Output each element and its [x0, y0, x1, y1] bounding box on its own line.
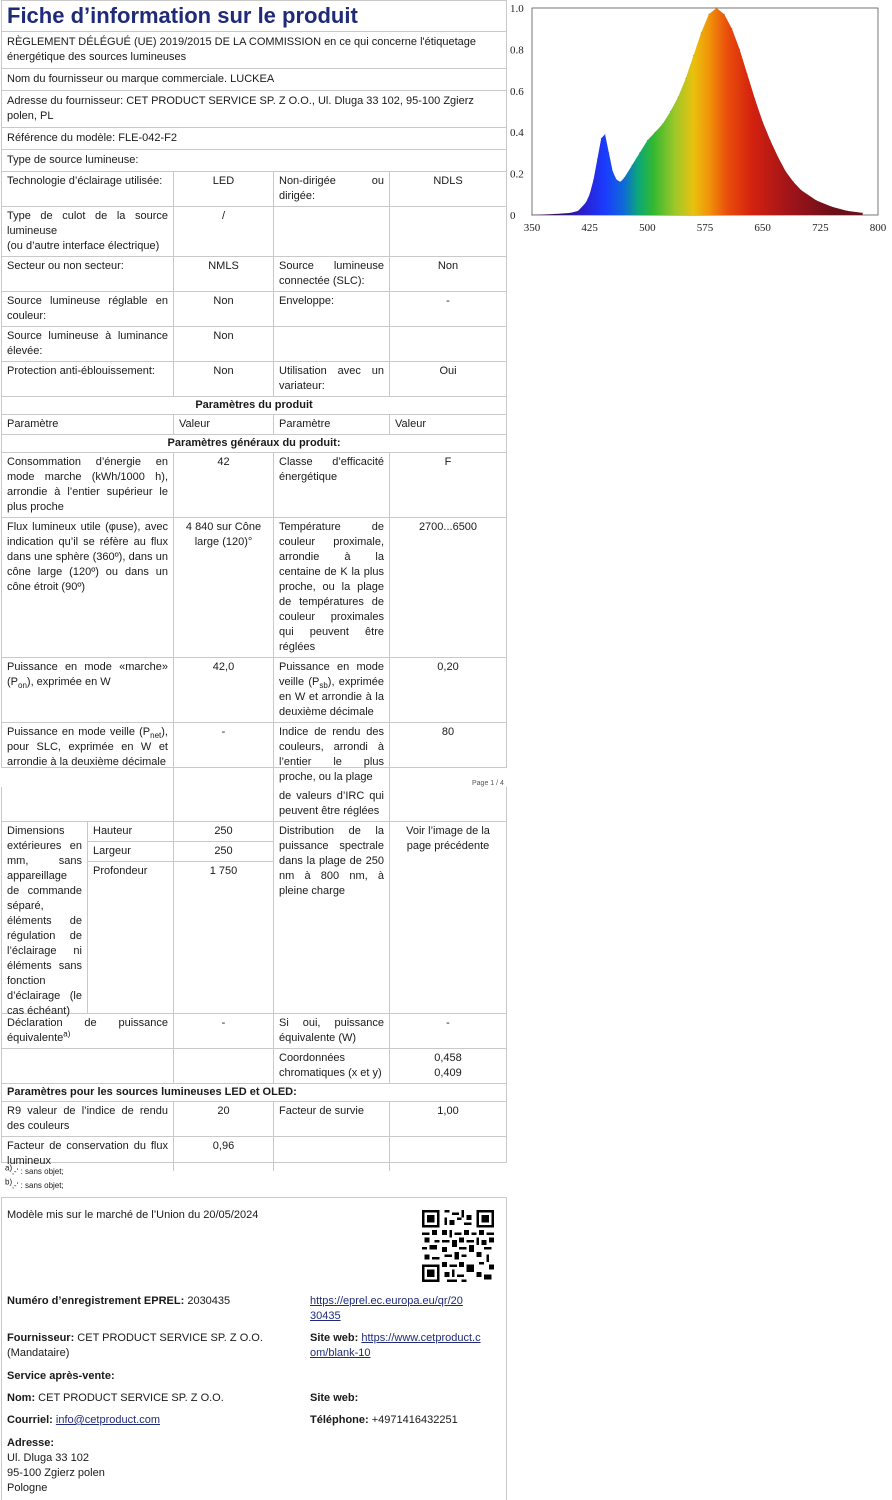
supplier-name-value: LUCKEA: [230, 73, 275, 85]
y-tick-label: 0.4: [510, 127, 524, 140]
spectrum-point: [593, 179, 594, 180]
param-label: Température de couleur proximale, arrondie à la centaine de K la plus proche, ou la plage de températures de couleur proximales qui peuvent être réglées: [274, 518, 390, 657]
empty-cell: [2, 1049, 174, 1083]
label-subscript: net: [150, 731, 162, 741]
website-link-line: https://www.cetproduct.c: [361, 1332, 481, 1344]
spectrum-point: [862, 212, 863, 213]
param-label: Consommation d’énergie en mode marche (kWh/1000 h), arrondie à l’entier supérieur le plus proche: [2, 453, 174, 517]
table-row: [2, 658, 506, 723]
spectrum-point: [662, 123, 663, 124]
param-value: NMLS: [174, 257, 274, 291]
param-label: Distribution de la puissance spectrale dans la plage de 250 nm à 800 nm, à pleine charge: [274, 822, 390, 1013]
product-info-sheet-page-1: [1, 0, 507, 783]
x-tick-label: 725: [812, 222, 829, 234]
footnote-mark: a): [5, 1163, 13, 1173]
param-label: Source lumineuse connectée (SLC):: [274, 257, 390, 291]
footer-supplier-label: Fournisseur:: [7, 1332, 75, 1344]
param-value: [390, 327, 506, 361]
eprel-link-line: https://eprel.ec.europa.eu/qr/20: [310, 1295, 463, 1307]
param-value: NDLS: [433, 175, 463, 187]
table-row: [2, 453, 506, 518]
label-part: Puissance en mode veille (P: [279, 661, 384, 688]
address-block: [7, 1436, 105, 1496]
spectrum-point: [793, 181, 794, 182]
table-row: [2, 723, 506, 793]
model-ref-label: Référence du modèle:: [7, 132, 116, 144]
spectrum-point: [754, 98, 755, 99]
param-label: [274, 658, 390, 722]
param-value: Oui: [439, 365, 457, 377]
spectrum-point: [716, 7, 717, 8]
spectrum-point: [701, 32, 702, 33]
spectrum-point: [777, 156, 778, 157]
chroma-y: 0,409: [434, 1067, 462, 1079]
param-label: [274, 207, 390, 256]
param-label: [2, 658, 174, 722]
param-label: Classe d’efficacité énergétique: [274, 453, 390, 517]
spectrum-point: [739, 49, 740, 50]
spectrum-point: [597, 159, 598, 160]
regulation-text: RÈGLEMENT DÉLÉGUÉ (UE) 2019/2015 DE LA COMMISSION en ce qui concerne l'étiquetage énergétique des sources lumineuses: [7, 36, 476, 63]
empty-cell: [174, 1049, 274, 1083]
spectrum-point: [724, 14, 725, 15]
x-tick-label: 575: [696, 222, 714, 234]
spectrum-point: [612, 171, 613, 172]
title-row: [2, 1, 506, 32]
footnote-mark: a): [63, 1029, 71, 1039]
param-label-line: (ou d’autre interface électrique): [7, 240, 160, 252]
table-row: [2, 518, 506, 658]
param-label-line: Type de culot de la source lumineuse: [7, 210, 168, 237]
supplier-name-label: Nom du fournisseur ou marque commerciale.: [7, 73, 228, 85]
param-label: Coordonnées chromatiques (x et y): [274, 1049, 390, 1083]
column-header: Paramètre: [274, 415, 390, 434]
empty-cell: [174, 787, 274, 821]
param-value: LED: [174, 172, 274, 206]
x-tick-label: 650: [754, 222, 771, 234]
table-row: [2, 1049, 506, 1084]
eprel-link[interactable]: [310, 1294, 463, 1324]
spectrum-point: [601, 138, 602, 139]
footer-supplier-value: CET PRODUCT SERVICE SP. Z O.O. (Mandataire): [7, 1332, 263, 1359]
y-tick-label: 0.2: [510, 168, 524, 181]
table-row: [2, 1137, 506, 1171]
spectrum-point: [693, 55, 694, 56]
table-row: [2, 1014, 506, 1049]
param-value: -: [446, 1017, 450, 1029]
footnote-text: ‚-‘ : sans objet;: [12, 1181, 64, 1190]
param-label: R9 valeur de l’indice de rendu des couleurs: [2, 1102, 174, 1136]
param-label: Source lumineuse réglable en couleur:: [2, 292, 174, 326]
empty-cell: [390, 787, 506, 821]
service-name-label: Nom:: [7, 1392, 36, 1404]
dimension-name: Largeur: [88, 842, 173, 862]
table-row: [2, 172, 506, 207]
spectrum-point: [831, 206, 832, 207]
spectral-distribution-chart: [508, 0, 892, 240]
dimensions-row: [2, 822, 506, 1017]
param-value: Non: [174, 362, 274, 396]
param-value: [390, 207, 506, 256]
y-tick-label: 0.6: [510, 85, 524, 98]
spectrum-point: [677, 96, 678, 97]
eprel-line: [7, 1294, 230, 1309]
market-date-text: Modèle mis sur le marché de l’Union du 20/05/2024: [7, 1209, 259, 1221]
label-part: Puissance en mode «marche» (P: [7, 661, 168, 688]
spectrum-point: [620, 181, 621, 182]
product-params-header: Paramètres du produit: [195, 399, 313, 411]
dimension-names: [88, 822, 174, 1013]
supplier-name-row: [2, 69, 506, 91]
spectrum-point: [585, 202, 586, 203]
spectrum-point: [631, 165, 632, 166]
phone-label: Téléphone:: [310, 1414, 369, 1426]
spectrum-point: [639, 152, 640, 153]
y-tick-label: 0: [510, 210, 516, 222]
phone-line: [310, 1413, 458, 1428]
param-value: Voir l’image de la page précédente: [406, 825, 490, 852]
spectrum-area: [532, 8, 863, 215]
dimension-name: Hauteur: [88, 822, 173, 842]
param-label: Indice de rendu des couleurs, arrondi à l’entier le plus proche, ou la plage: [274, 723, 390, 793]
param-value: /: [174, 207, 274, 256]
footnote-mark: b): [5, 1177, 13, 1187]
supplier-line: [7, 1331, 305, 1361]
spectrum-point: [624, 177, 625, 178]
registration-footer: [1, 1197, 507, 1500]
param-value: 2700...6500: [418, 521, 478, 533]
column-header: Valeur: [395, 418, 426, 430]
param-value: F: [444, 456, 452, 468]
param-label: Secteur ou non secteur:: [2, 257, 174, 291]
dimensions-label: Dimensions extérieures en mm, sans appareillage de commande séparé, éléments de régulation de l’éclairage ni éléments sans fonction d’éclairage (le cas échéant): [2, 822, 88, 1013]
table-row: [2, 257, 506, 292]
param-label: [2, 1014, 174, 1048]
label-subscript: on: [18, 681, 27, 691]
param-label: [2, 723, 174, 793]
spectrum-point: [670, 111, 671, 112]
general-params-header-row: [2, 435, 506, 453]
website-label: Site web:: [310, 1332, 359, 1344]
label-part: Puissance en mode veille (P: [7, 726, 151, 738]
plot-layer: [531, 7, 878, 215]
spectrum-point: [762, 121, 763, 122]
param-label: [274, 1137, 390, 1171]
general-params-header: Paramètres généraux du produit:: [167, 437, 341, 449]
label-part: ), pour SLC, exprimée en W et arrondie à la deuxième décimale: [7, 726, 168, 768]
spectrum-point: [747, 74, 748, 75]
spectrum-point: [801, 190, 802, 191]
param-value: 0,96: [174, 1137, 274, 1171]
param-label: Protection anti-éblouissement:: [2, 362, 174, 396]
spectrum-point: [708, 14, 709, 15]
spectrum-point: [531, 214, 532, 215]
param-value: Non: [437, 260, 459, 272]
param-label: Si oui, puissance équivalente (W): [274, 1014, 390, 1048]
eprel-link-line: 30435: [310, 1310, 341, 1322]
dimension-value: 1 750: [209, 865, 238, 877]
led-header-row: [2, 1084, 506, 1102]
address-line: 95-100 Zgierz polen: [7, 1467, 105, 1479]
dimension-value: 250: [174, 842, 273, 862]
param-value: -: [174, 723, 274, 793]
x-tick-label: 425: [581, 222, 598, 234]
model-ref-row: [2, 128, 506, 150]
page-title: Fiche d’information sur le produit: [7, 3, 358, 28]
service-name-value: CET PRODUCT SERVICE SP. Z O.O.: [38, 1392, 224, 1404]
param-label: Source lumineuse à luminance élevée:: [2, 327, 174, 361]
source-type-header-row: [2, 150, 506, 172]
x-tick-label: 500: [639, 222, 656, 234]
param-value: 42: [174, 453, 274, 517]
eprel-label: Numéro d’enregistrement EPREL:: [7, 1295, 185, 1307]
email-label: Courriel:: [7, 1414, 53, 1426]
email-line: [7, 1413, 160, 1428]
x-tick-label: 800: [869, 222, 887, 234]
footnotes: [5, 1165, 64, 1193]
spectrum-point: [554, 213, 555, 214]
after-sales-heading: Service après-vente:: [7, 1370, 115, 1382]
param-value: -: [174, 1014, 274, 1048]
param-value: 4 840 sur Cône large (120)°: [174, 518, 274, 657]
spectrum-point: [647, 140, 648, 141]
qr-code-icon[interactable]: [422, 1210, 494, 1282]
spectrum-point: [770, 140, 771, 141]
param-value: 80: [441, 726, 455, 738]
spectrum-point: [731, 28, 732, 29]
address-label: Adresse:: [7, 1437, 55, 1449]
led-params-header: Paramètres pour les sources lumineuses LED et OLED:: [7, 1086, 297, 1098]
param-label: Enveloppe:: [274, 292, 390, 326]
param-value: Non: [174, 327, 274, 361]
table-row: [2, 787, 506, 822]
website-line: [310, 1331, 481, 1361]
param-value: [390, 1137, 506, 1171]
website-link-line: om/blank-10: [310, 1347, 371, 1359]
y-tick-label: 0.8: [510, 44, 524, 57]
param-value: [390, 1049, 506, 1083]
param-label: Technologie d’éclairage utilisée:: [2, 172, 174, 206]
spectrum-point: [589, 194, 590, 195]
eprel-value: 2030435: [187, 1295, 231, 1307]
address-line: Ul. Dluga 33 102: [7, 1452, 89, 1464]
supplier-address-row: [2, 91, 506, 128]
label-part: Déclaration de puissance équivalente: [7, 1017, 168, 1044]
column-header: Valeur: [174, 415, 274, 434]
spectrum-point: [608, 152, 609, 153]
param-value: Non: [174, 292, 274, 326]
spectrum-point: [816, 200, 817, 201]
spectrum-point: [578, 210, 579, 211]
dimension-value: 250: [174, 822, 273, 842]
param-label: Facteur de conservation du flux lumineux: [2, 1137, 174, 1171]
source-type-header: Type de source lumineuse:: [7, 154, 139, 166]
y-tick-label: 1.0: [510, 3, 524, 15]
supplier-address-value: CET PRODUCT SERVICE SP. Z O.O., Ul. Dluga 33 102, 95-100 Zgierz polen, PL: [7, 95, 474, 122]
model-ref-value: FLE-042-F2: [118, 132, 177, 144]
label-subscript: sb: [319, 681, 328, 691]
spectrum-point: [847, 210, 848, 211]
param-label: Flux lumineux utile (φuse), avec indication qu’il se réfère au flux dans une sphère (360º), dans un cône large (120º) ou dans un cône étroit (90º): [2, 518, 174, 657]
label-part: ), exprimée en W: [26, 676, 111, 688]
footnote: [5, 1165, 64, 1179]
param-value: 0,20: [437, 661, 459, 673]
chroma-x: 0,458: [434, 1052, 462, 1064]
param-value: -: [446, 295, 450, 307]
table-row: [2, 207, 506, 257]
column-header-row: [2, 415, 506, 435]
spectrum-point: [616, 179, 617, 180]
supplier-address-label: Adresse du fournisseur:: [7, 95, 124, 107]
footnote: [5, 1179, 64, 1193]
table-row: [2, 292, 506, 327]
column-header: Paramètre: [2, 415, 174, 434]
spectrum-point: [785, 171, 786, 172]
param-label: [2, 207, 174, 256]
page-number: Page 1 / 4: [472, 780, 504, 787]
service-name-line: [7, 1391, 224, 1406]
email-link[interactable]: info@cetproduct.com: [55, 1414, 161, 1426]
table-row: [2, 1102, 506, 1137]
param-label: [274, 327, 390, 361]
param-label: Facteur de survie: [274, 1102, 390, 1136]
param-label: Utilisation avec un variateur:: [274, 362, 390, 396]
footnote-text: ‚-‘ : sans objet;: [12, 1167, 64, 1176]
regulation-row: [2, 32, 506, 69]
product-info-sheet-page-2: [1, 787, 507, 1167]
param-value: 1,00: [437, 1105, 459, 1117]
param-label: de valeurs d’IRC qui peuvent être réglées: [274, 787, 390, 821]
dimension-name: Profondeur: [93, 865, 148, 877]
param-value: 42,0: [174, 658, 274, 722]
spectrum-point: [604, 134, 605, 135]
address-line: Pologne: [7, 1482, 48, 1494]
label-part: ), exprimée en W et arrondie à la deuxième décimale: [279, 676, 384, 718]
table-row: [2, 327, 506, 362]
dimension-values: [174, 822, 274, 1013]
product-params-header-row: [2, 397, 506, 415]
x-tick-label: 350: [523, 222, 541, 234]
spectrum-point: [685, 78, 686, 79]
param-value: 20: [174, 1102, 274, 1136]
spectrum-point: [570, 212, 571, 213]
service-website-label: Site web:: [310, 1392, 359, 1404]
table-row: [2, 362, 506, 397]
empty-cell: [2, 787, 174, 821]
phone-value: +4971416432251: [371, 1414, 458, 1426]
spectrum-point: [654, 132, 655, 133]
param-label: Non-dirigée ou dirigée:: [274, 172, 390, 206]
